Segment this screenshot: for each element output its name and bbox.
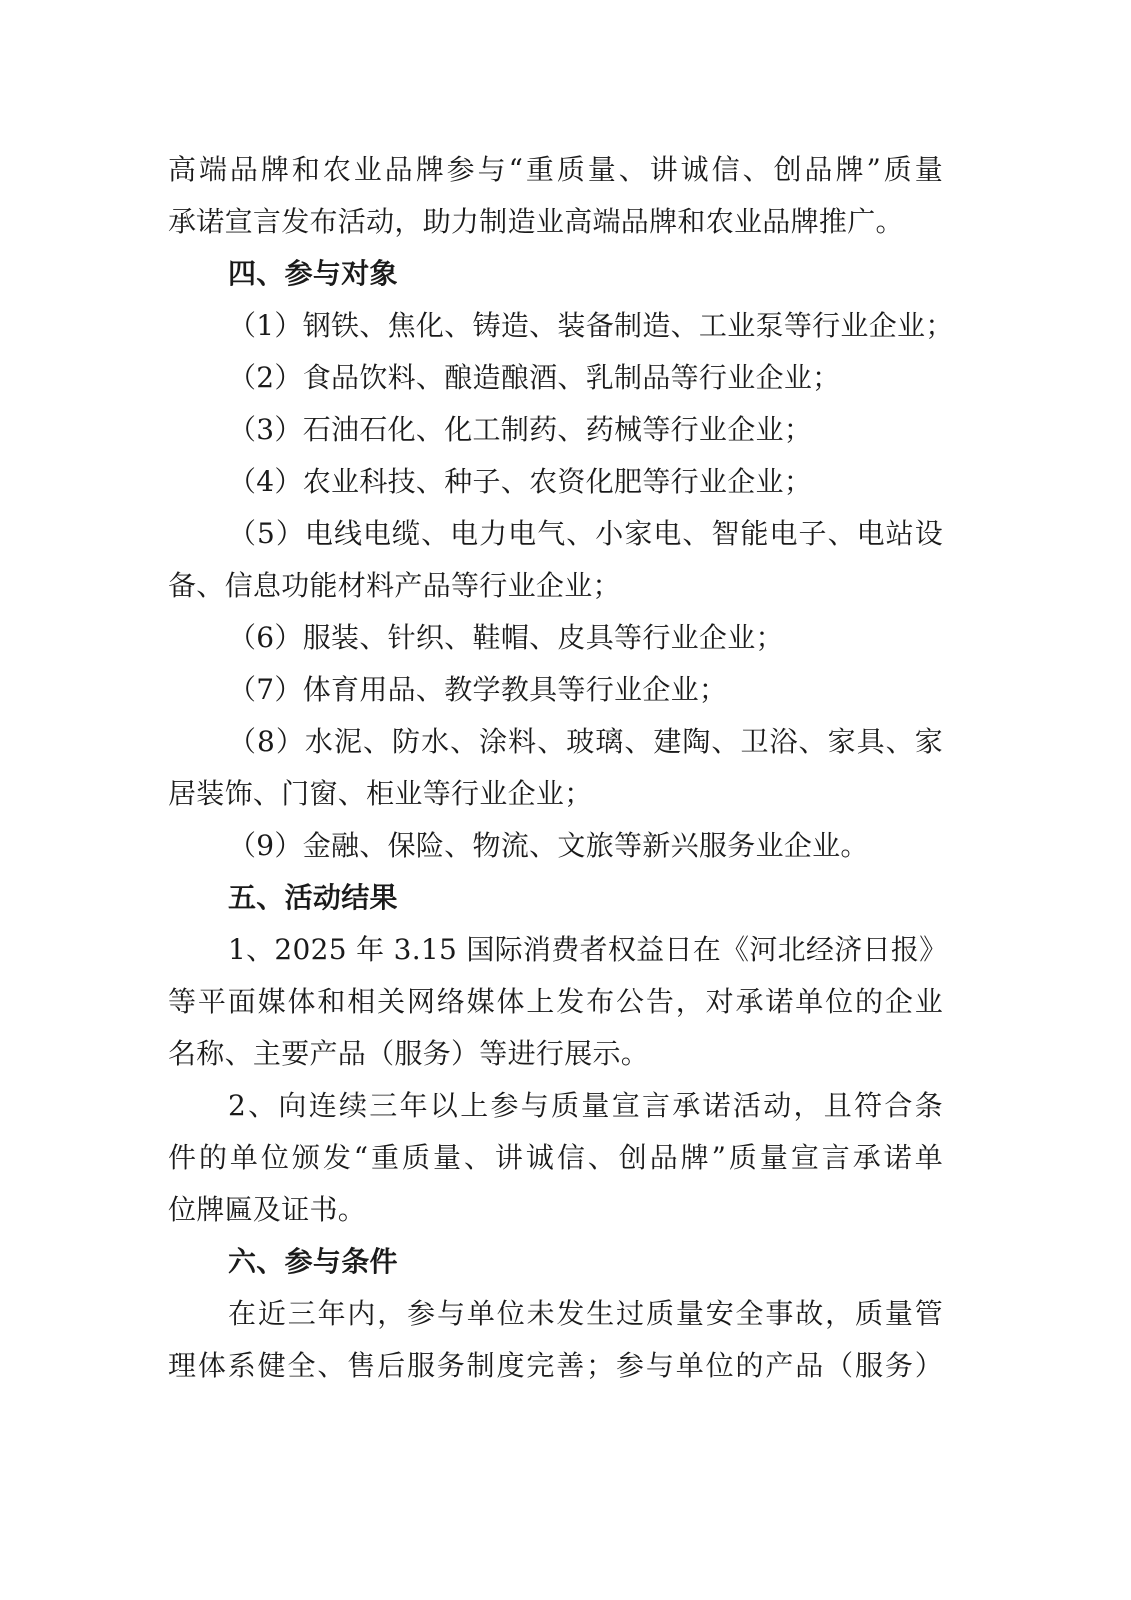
- list-item: （6）服装、针织、鞋帽、皮具等行业企业；: [228, 621, 784, 654]
- intro-paragraph: [168, 144, 943, 248]
- conditions-paragraph: [168, 1288, 943, 1392]
- results-paragraph-1: [168, 924, 948, 1080]
- text-line: 承诺宣言发布活动，助力制造业高端品牌和农业品牌推广。: [168, 205, 904, 238]
- list-item: （5）电线电缆、电力电气、小家电、智能电子、电站设: [228, 517, 943, 550]
- text-line: 高端品牌和农业品牌参与“重质量、讲诚信、创品牌”质量: [168, 153, 943, 186]
- text-line: 等平面媒体和相关网络媒体上发布公告，对承诺单位的企业: [168, 985, 943, 1018]
- participant-list: [168, 300, 954, 872]
- text-line: 2、向连续三年以上参与质量宣言承诺活动，且符合条: [228, 1089, 943, 1122]
- list-item: （2）食品饮料、酿造酿酒、乳制品等行业企业；: [228, 361, 841, 394]
- list-item-continuation: 居装饰、门窗、柜业等行业企业；: [168, 777, 593, 810]
- list-item: （3）石油石化、化工制药、药械等行业企业；: [228, 413, 813, 446]
- text-line: 在近三年内，参与单位未发生过质量安全事故，质量管: [228, 1297, 943, 1330]
- text-line: 位牌匾及证书。: [168, 1193, 367, 1226]
- section-heading-participants: 四、参与对象: [228, 257, 398, 290]
- text-line: 名称、主要产品（服务）等进行展示。: [168, 1037, 650, 1070]
- text-line: 1、2025 年 3.15 国际消费者权益日在《河北经济日报》: [228, 933, 948, 966]
- document-body: [168, 144, 954, 1392]
- list-item: （7）体育用品、教学教具等行业企业；: [228, 673, 728, 706]
- list-item: （4）农业科技、种子、农资化肥等行业企业；: [228, 465, 813, 498]
- text-line: 理体系健全、售后服务制度完善；参与单位的产品（服务）: [168, 1349, 943, 1382]
- list-item-continuation: 备、信息功能材料产品等行业企业；: [168, 569, 621, 602]
- results-paragraph-2: [168, 1080, 943, 1236]
- list-item: （1）钢铁、焦化、铸造、装备制造、工业泵等行业企业；: [228, 309, 954, 342]
- text-line: 件的单位颁发“重质量、讲诚信、创品牌”质量宣言承诺单: [168, 1141, 943, 1174]
- list-item: （8）水泥、防水、涂料、玻璃、建陶、卫浴、家具、家: [228, 725, 943, 758]
- section-heading-conditions: 六、参与条件: [228, 1245, 398, 1278]
- list-item: （9）金融、保险、物流、文旅等新兴服务业企业。: [228, 829, 869, 862]
- section-heading-results: 五、活动结果: [228, 881, 398, 914]
